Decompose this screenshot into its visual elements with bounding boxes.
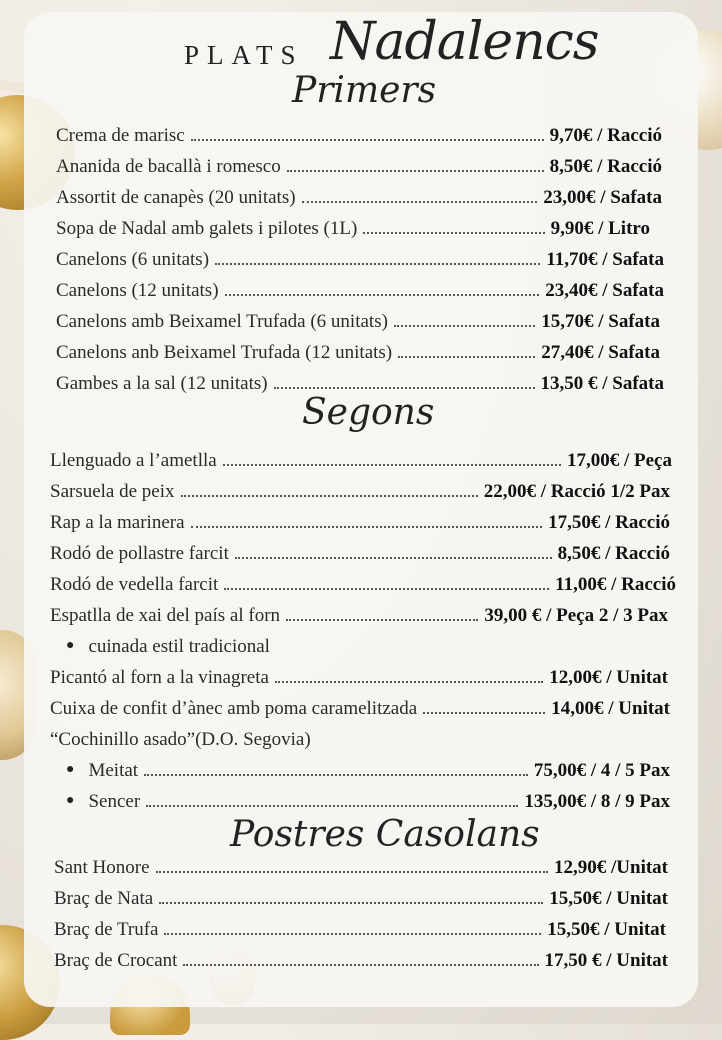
dot-leader <box>287 170 544 172</box>
dish-name: Rodó de pollastre farcit <box>50 543 229 564</box>
dish-price: 8,50€ / Racció <box>557 543 670 564</box>
bullet-item <box>66 754 670 782</box>
dish-price: 9,90€ / Litro <box>550 218 650 239</box>
dish-price: 13,50 € / Safata <box>540 373 664 394</box>
dish-price: 22,00€ / Racció 1/2 Pax <box>483 481 670 502</box>
bullet-dot-icon: ● <box>66 762 75 777</box>
dot-leader <box>159 902 543 904</box>
dish-name: Canelons amb Beixamel Trufada (6 unitats) <box>56 311 388 332</box>
dot-leader <box>235 557 552 559</box>
dot-leader <box>144 774 528 776</box>
bullet-text: cuinada estil tradicional <box>88 636 270 657</box>
dot-leader <box>363 232 544 234</box>
section-title-postres: Postres Casolans <box>230 814 540 855</box>
bullet-item <box>66 785 670 813</box>
dish-name: Gambes a la sal (12 unitats) <box>56 373 268 394</box>
dish-name: Rap a la marinera <box>50 512 185 533</box>
menu-item <box>50 692 670 720</box>
dot-leader <box>302 201 538 203</box>
dish-name: Cuixa de confit d’ànec amb poma caramelitzada <box>50 698 418 719</box>
dish-name: Braç de Crocant <box>54 950 178 971</box>
menu-item <box>54 944 668 972</box>
dot-leader <box>423 712 545 714</box>
menu-item <box>54 851 668 879</box>
dish-name: Sopa de Nadal amb galets i pilotes (1L) <box>56 218 358 239</box>
dish-name: Braç de Trufa <box>54 919 159 940</box>
menu-item <box>50 723 311 751</box>
dot-leader <box>275 681 543 683</box>
dish-name: Canelons (12 unitats) <box>56 280 219 301</box>
dish-name: Espatlla de xai del país al forn <box>50 605 281 626</box>
dot-leader <box>181 495 478 497</box>
bullet-item <box>66 630 270 658</box>
dish-name: Sant Honore <box>54 857 150 878</box>
dish-name: Braç de Nata <box>54 888 154 909</box>
dot-leader <box>164 933 541 935</box>
dot-leader <box>286 619 478 621</box>
dot-leader <box>394 325 535 327</box>
dot-leader <box>191 139 544 141</box>
menu-item <box>56 367 664 395</box>
dish-name: Sencer <box>88 791 141 812</box>
dish-price: 135,00€ / 8 / 9 Pax <box>524 791 670 812</box>
section-title-primers: Primers <box>292 70 437 111</box>
dish-price: 17,00€ / Peça <box>566 450 672 471</box>
menu-item <box>56 305 660 333</box>
bullet-dot-icon: ● <box>66 638 75 653</box>
dish-name: “Cochinillo asado”(D.O. Segovia) <box>50 729 311 750</box>
dish-name: Llenguado a l’ametlla <box>50 450 217 471</box>
dot-leader <box>274 387 535 389</box>
menu-item <box>56 212 650 240</box>
dish-name: Meitat <box>88 760 139 781</box>
dish-price: 15,50€ / Unitat <box>547 919 666 940</box>
dot-leader <box>156 871 548 873</box>
bullet-dot-icon: ● <box>66 793 75 808</box>
dish-name: Picantó al forn a la vinagreta <box>50 667 269 688</box>
dish-name: Ananida de bacallà i romesco <box>56 156 281 177</box>
dot-leader <box>191 526 543 528</box>
menu-item <box>50 568 676 596</box>
dish-price: 12,90€ /Unitat <box>554 857 668 878</box>
menu-item <box>50 475 670 503</box>
dish-price: 23,00€ / Safata <box>543 187 662 208</box>
menu-item <box>56 336 660 364</box>
section-title-segons: Segons <box>302 392 435 433</box>
title-nadalencs: Nadalencs <box>330 12 599 72</box>
dish-price: 8,50€ / Racció <box>549 156 662 177</box>
dish-price: 14,00€ / Unitat <box>551 698 670 719</box>
dish-price: 11,70€ / Safata <box>546 249 664 270</box>
dish-price: 27,40€ / Safata <box>541 342 660 363</box>
menu-item <box>50 506 670 534</box>
menu-item <box>50 444 672 472</box>
dot-leader <box>398 356 535 358</box>
dish-name: Crema de marisc <box>56 125 185 146</box>
dish-price: 12,00€ / Unitat <box>549 667 668 688</box>
menu-item <box>56 119 662 147</box>
dish-name: Canelons anb Beixamel Trufada (12 unitats) <box>56 342 393 363</box>
dish-price: 75,00€ / 4 / 5 Pax <box>533 760 670 781</box>
dish-name: Rodó de vedella farcit <box>50 574 219 595</box>
dot-leader <box>146 805 518 807</box>
dish-price: 17,50€ / Racció <box>548 512 670 533</box>
dish-price: 15,70€ / Safata <box>541 311 660 332</box>
dish-price: 17,50 € / Unitat <box>544 950 668 971</box>
dot-leader <box>224 588 549 590</box>
dish-price: 15,50€ / Unitat <box>549 888 668 909</box>
dish-name: Assortit de canapès (20 unitats) <box>56 187 296 208</box>
dish-name: Sarsuela de peix <box>50 481 175 502</box>
menu-item <box>56 150 662 178</box>
menu-item <box>56 243 664 271</box>
dish-price: 11,00€ / Racció <box>555 574 676 595</box>
menu-item <box>54 882 668 910</box>
menu-item <box>50 537 670 565</box>
dot-leader <box>223 464 561 466</box>
dish-price: 9,70€ / Racció <box>549 125 662 146</box>
menu-item <box>54 913 666 941</box>
dish-price: 23,40€ / Safata <box>545 280 664 301</box>
menu-item <box>56 274 664 302</box>
menu-header <box>0 0 722 120</box>
menu-item <box>50 599 668 627</box>
dot-leader <box>215 263 540 265</box>
dot-leader <box>183 964 538 966</box>
menu-item <box>56 181 662 209</box>
dot-leader <box>225 294 540 296</box>
menu-item <box>50 661 668 689</box>
dish-price: 39,00 € / Peça 2 / 3 Pax <box>484 605 668 626</box>
title-plats: PLATS <box>184 40 304 70</box>
dish-name: Canelons (6 unitats) <box>56 249 210 270</box>
